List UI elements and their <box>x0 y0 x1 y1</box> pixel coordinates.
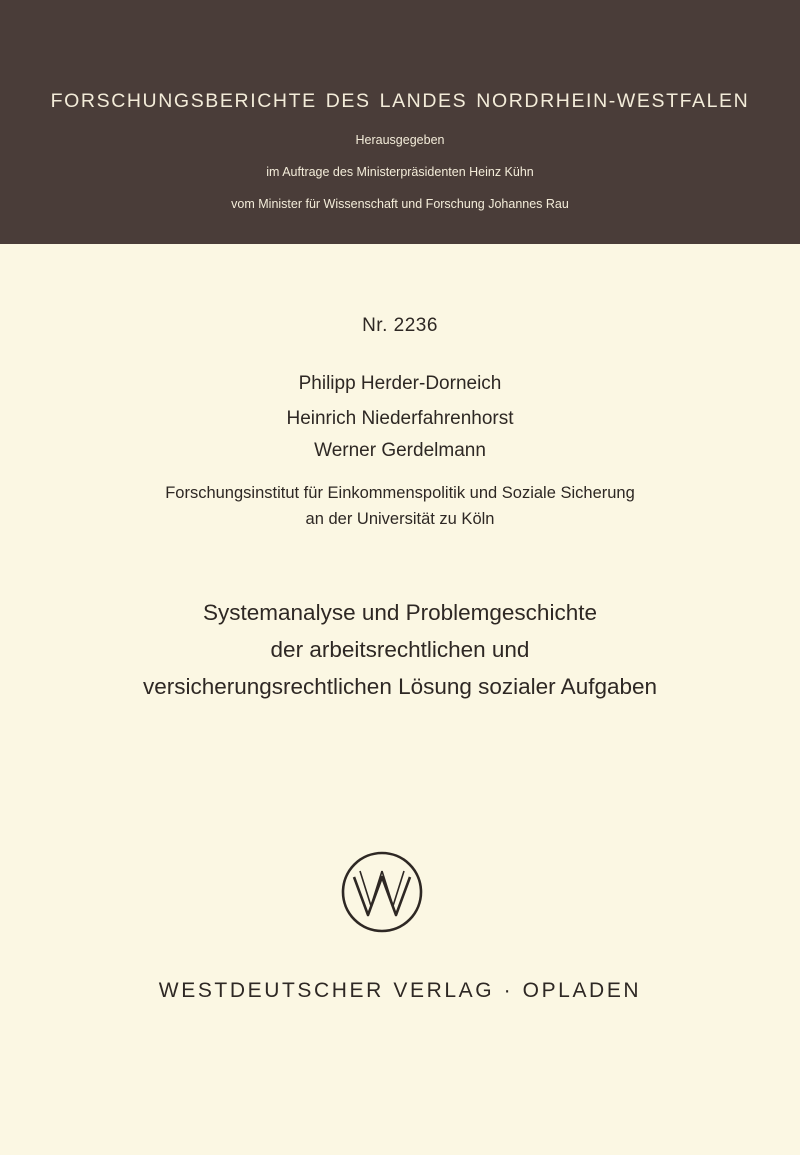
author-2: Heinrich Niederfahrenhorst <box>286 408 514 429</box>
author-3: Werner Gerdelmann <box>314 440 486 461</box>
institute-line-1: Forschungsinstitut für Einkommenspolitik und Soziale Sicherung <box>165 484 635 502</box>
book-title-line-1: Systemanalyse und Problemgeschichte <box>203 600 597 625</box>
institute-line-2: an der Universität zu Köln <box>305 510 495 528</box>
series-header-band <box>0 0 800 244</box>
author-1: Philipp Herder-Dorneich <box>298 373 502 394</box>
editor-line-2: im Auftrage des Ministerpräsidenten Heinz Kühn <box>266 165 534 179</box>
book-title-line-2: der arbeitsrechtlichen und <box>270 637 530 662</box>
publisher-name: WESTDEUTSCHER VERLAG · OPLADEN <box>158 979 642 1002</box>
editor-line-3: vom Minister für Wissenschaft und Forschung Johannes Rau <box>231 197 569 211</box>
editor-line-1: Herausgegeben <box>355 133 445 147</box>
publisher-logo-icon <box>340 850 424 934</box>
series-title: FORSCHUNGSBERICHTE DES LANDES NORDRHEIN-WESTFALEN <box>50 90 750 112</box>
book-title-line-3: versicherungsrechtlichen Lösung sozialer Aufgaben <box>142 674 658 699</box>
report-number: Nr. 2236 <box>362 315 438 336</box>
